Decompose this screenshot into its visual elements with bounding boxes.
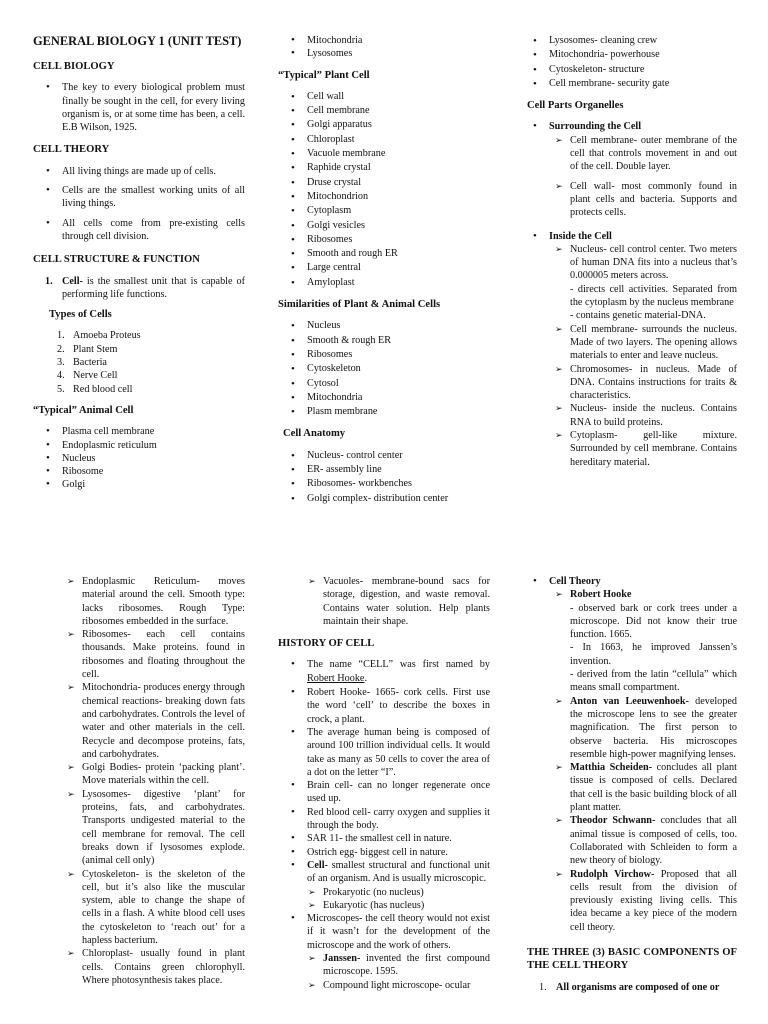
list-item: • Raphide crystal [278,161,490,175]
list-item: ➢ Cell membrane- surrounds the nucleus. Made of two layers. The opening allows materials to enter and leave nucleus. [555,323,737,363]
list-item: • Plasma cell membrane [33,425,245,438]
column-5 [278,575,490,992]
similarities-list [278,319,490,419]
list-item: • Ribosomes [278,233,490,247]
list-item: • Cell Theory [527,575,737,588]
animal-cell-list-cont [278,34,490,61]
list-item: • ER- assembly line [278,463,490,477]
list-item: • SAR 11- the smallest cell in nature. [278,832,490,845]
heading-cell-theory: CELL THEORY [33,144,110,156]
list-item: • Red blood cell- carry oxygen and supplies it through the body. [278,806,490,833]
list-item: ➢ Robert Hooke - observed bark or cork trees under a microscope. Did not know their true function. 1665. - In 1663, he improved Janssen’s invention. - derived from the latin “cellula” which means small compartment. [555,588,737,694]
plant-cell-list [278,90,490,290]
list-item: • Ostrich egg- biggest cell in nature. [278,846,490,859]
heading-components: THE THREE (3) BASIC COMPONENTS OF THE CELL THEORY [527,947,737,972]
list-item: ➢ Eukaryotic (has nucleus) [308,899,490,912]
term: Cell- [62,275,83,287]
column-6 [527,575,737,994]
list-item: ➢ Compound light microscope- ocular [308,979,490,992]
column-3 [527,34,737,469]
list-item: ➢ Janssen- invented the first compound microscope. 1595. [308,952,490,979]
organelle-list [67,575,245,987]
list-item: • Nucleus- control center [278,449,490,463]
list-item: ➢ Cytoplasm- gell-like mixture. Surrounded by cell membrane. Contains hereditary material. [555,429,737,469]
microscope-sublist [308,952,490,992]
list-item: ➢ Chromosomes- in nucleus. Made of DNA. Contains instructions for traits & characteristics. [555,363,737,403]
list-item: 1. Amoeba Proteus [57,330,141,342]
list-item: • Nucleus [33,452,245,465]
heading-similarities: Similarities of Plant & Animal Cells [278,299,441,311]
list-item: • Cytoskeleton- structure [527,63,737,77]
list-item: • Ribosome [33,465,245,478]
scientists-list [555,588,737,934]
list-item [527,230,737,243]
list-item: ➢ Cytoskeleton- is the skeleton of the cell, but it’s also like the muscular system, able to change the shape of cells in a flash. A white blood cell uses the cytoskeleton to ‘reach out’ for a hapless bacterium. [67,868,245,948]
list-item: • Mitochondria [278,391,490,405]
list-item: • Druse crystal [278,176,490,190]
list-item: • Smooth and rough ER [278,247,490,261]
list-item: • Mitochondria- powerhouse [527,48,737,62]
list-item: • Cytoskeleton [278,362,490,376]
list-item: ➢ Cell wall- most commonly found in plant cells and bacteria. Supports and protects cells. [555,180,737,220]
list-item: ➢ Lysosomes- digestive ‘plant’ for proteins, fats, and carbohydrates. Transports undigested material to the cell membrane for removal. The cell breaks down if lysosomes explode. (animal cell only) [67,788,245,868]
list-item: • Vacuole membrane [278,147,490,161]
list-item: • The average human being is composed of around 100 trillion individual cells. It would take as many as 50 cells to cover the area of a dot on the letter “I”. [278,726,490,779]
column-1 [33,34,245,492]
group-label: Surrounding the Cell [549,121,642,133]
list-item: • Microscopes- the cell theory would not exist if it wasn’t for the development of the microscope and the work of others. [278,912,490,952]
anatomy-list [278,449,490,506]
surrounding-list [555,134,737,220]
list-item: ➢ Endoplasmic Reticulum- moves material around the cell. Smooth type: lacks ribosomes. Rough Type: ribosomes embedded in the surface. [67,575,245,628]
list-item: • Robert Hooke- 1665- cork cells. First use the word ‘cell’ to describe the boxes in crock, a plant. [278,686,490,726]
list-item: ➢ Theodor Schwann- concludes that all animal tissue is composed of cells, too. Collaborated with Schleiden to form a new theory of biology. [555,814,737,867]
list-item: ➢ Golgi Bodies- protein ‘packing plant’. Move materials within the cell. [67,761,245,788]
list-item: • Mitochondria [278,34,490,47]
list-item: • Cell membrane- security gate [527,77,737,91]
list-item: • Amyloplast [278,276,490,290]
list-item: • Nucleus [278,319,490,333]
anatomy-list-cont [527,34,737,91]
types-list [33,329,245,395]
list-item: ➢ Nucleus- cell control center. Two meters of human DNA fits into a nucleus that’s 0.000005 meters across. - directs cell activities. Separated from the cytoplasm by the nucleus membrane - contains genetic material-DNA. [555,243,737,323]
list-item: • Lysosomes- cleaning crew [527,34,737,48]
list-item: • Golgi apparatus [278,118,490,132]
list-item: ➢ Anton van Leeuwenhoek- developed the microscope lens to see the greater magnification. The first person to observe bacteria. His microscopes resemble high-power magnifying lenses. [555,695,737,761]
cell-theory-list [33,165,245,243]
animal-cell-list [33,425,245,491]
list-item: • Cytoplasm [278,204,490,218]
definition: is the smallest unit that is capable of performing life functions. [62,275,245,300]
list-item [33,275,245,302]
list-item: • Smooth & rough ER [278,334,490,348]
heading-cell-biology: CELL BIOLOGY [33,61,115,72]
structure-list [33,275,245,302]
list-item: ➢ Chloroplast- usually found in plant cells. Contains green chlorophyll. Where photosynthesis takes place. [67,947,245,987]
group-label: Inside the Cell [549,230,612,242]
list-item: • Golgi vesicles [278,219,490,233]
column-2 [278,34,490,506]
list-item: • Endoplasmic reticulum [33,439,245,452]
heading-organelles: Cell Parts Organelles [527,100,624,112]
list-item: • Golgi complex- distribution center [278,492,490,506]
list-item: • Chloroplast [278,133,490,147]
list-item: ➢ Mitochondria- produces energy through chemical reactions- breaking down fats and carbohydrates. Controls the level of water and other materials in the cell. Recycle and decompose proteins, fats, and carbohydrates. [67,681,245,761]
list-item: ➢ Prokaryotic (no nucleus) [308,886,490,899]
list-item: ➢ Ribosomes- each cell contains thousands. Make proteins. found in ribosomes and floating throughout the cell. [67,628,245,681]
list-item: • All cells come from pre-existing cells through cell division. [33,217,245,244]
list-item: ➢ Nucleus- inside the nucleus. Contains RNA to build proteins. [555,402,737,429]
list-item: • The key to every biological problem must finally be sought in the cell, for every living organism is, or at some time has been, a cell. E.B Wilson, 1925. [33,81,245,134]
list-item: • Ribosomes- workbenches [278,477,490,491]
heading-animal-cell: “Typical” Animal Cell [33,404,134,416]
heading-cell-anatomy: Cell Anatomy [283,428,346,440]
list-item: • Cell membrane [278,104,490,118]
list-item: • Cytosol [278,377,490,391]
list-item: ➢ Rudolph Virchow- Proposed that all cells result from the division of previously existing living cells. This idea became a key piece of the modern cell theory. [555,868,737,934]
list-item: 5. Red blood cell [57,383,133,395]
heading-plant-cell: “Typical” Plant Cell [278,69,370,81]
list-number: 1. [45,275,53,287]
list-item: 2. Plant Stem [57,343,118,355]
cell-theory-people [527,575,737,588]
vacuoles-list [308,575,490,628]
cell-biology-list [33,81,245,134]
list-item: • All living things are made up of cells. [33,165,245,178]
list-item: • Lysosomes [278,47,490,60]
components-list [527,981,737,994]
list-item: ➢ Vacuoles- membrane-bound sacs for storage, digestion, and waste removal. Contains water solution. Help plants maintain their shape. [308,575,490,628]
column-4 [67,575,245,987]
list-item: • Large central [278,261,490,275]
organelle-groups [527,120,737,133]
heading-types-of-cells: Types of Cells [49,309,112,321]
list-item: • Ribosomes [278,348,490,362]
page-title: GENERAL BIOLOGY 1 (UNIT TEST) [33,34,242,48]
list-item: • Cell wall [278,90,490,104]
list-item: • Mitochondrion [278,190,490,204]
microscope-list [278,912,490,952]
list-item: • Cell- smallest structural and functional unit of an organism. And is usually microscopic. [278,859,490,886]
list-item: 3. Bacteria [57,357,107,369]
list-item: ➢ Cell membrane- outer membrane of the cell that controls movement in and out of the cell. Double layer. [555,134,737,174]
list-item: • Plasm membrane [278,405,490,419]
history-list [278,658,490,885]
list-item: • Golgi [33,478,245,491]
list-item: • Brain cell- can no longer regenerate once used up. [278,779,490,806]
heading-history: HISTORY OF CELL [278,638,375,650]
list-item: 4. Nerve Cell [57,370,118,382]
heading-cell-structure: CELL STRUCTURE & FUNCTION [33,254,200,266]
list-item: • The name “CELL” was first named by Robert Hooke. [278,658,490,685]
inside-list [555,243,737,469]
list-item: • Cells are the smallest working units of all living things. [33,184,245,211]
list-item [527,120,737,133]
organelle-groups-2 [527,230,737,243]
cell-type-list [308,886,490,913]
list-item: ➢ Matthia Scheiden- concludes all plant tissue is composed of cells. Declared that cell is the basic building block of all plant matter. [555,761,737,814]
list-item: 1. All organisms are composed of one or [539,981,720,993]
